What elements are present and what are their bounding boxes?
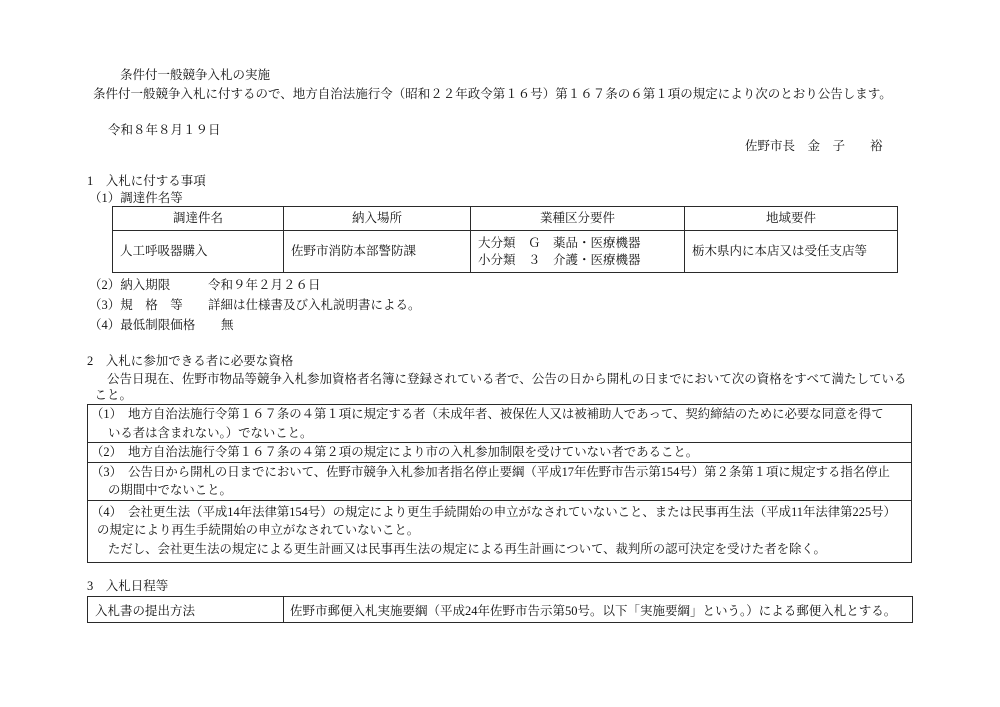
schedule-table	[87, 596, 913, 623]
category-line: 大分類 Ｇ 薬品・医療機器	[478, 235, 641, 250]
table-header-cell: 調達件名	[113, 207, 284, 231]
qualification-intro	[95, 371, 907, 403]
detail-label: （2）納入期限	[89, 278, 171, 292]
schedule-value-cell: 佐野市郵便入札実施要綱（平成24年佐野市告示第50号。以下「実施要綱」という。）による郵便入札とする。	[284, 597, 913, 623]
requirement-line: （1） 地方自治法施行令第１６７条の４第１項に規定する者（未成年者、被保佐人又は被補助人であって、契約締結のために必要な同意を得て	[91, 407, 884, 421]
detail-label: （3）規 格 等	[89, 298, 183, 312]
procurement-table	[112, 206, 898, 273]
detail-row	[89, 315, 421, 335]
table-header-cell: 納入場所	[284, 207, 471, 231]
category-cell	[471, 231, 685, 273]
notice-intro: 条件付一般競争入札に付するので、地方自治法施行令（昭和２２年政令第１６号）第１６７条の６第１項の規定により次のとおり公告します。	[93, 87, 892, 101]
table-row	[113, 231, 898, 273]
category-line: 小分類 ３ 介護・医療機器	[478, 252, 641, 267]
subsection-heading: （1）調達件名等	[89, 191, 183, 205]
detail-row	[89, 275, 421, 295]
procurement-details	[89, 275, 421, 335]
requirement-line: （4） 会社更生法（平成14年法律第154号）の規定により更生手続開始の申立がなされていないこと、または民事再生法（平成11年法律第225号）	[91, 504, 896, 519]
section-heading: 2 入札に参加できる者に必要な資格	[87, 354, 294, 368]
schedule-label-cell: 入札書の提出方法	[88, 597, 284, 623]
notice-title: 条件付一般競争入札の実施	[120, 68, 271, 82]
requirement-row	[88, 405, 911, 442]
detail-value: 無	[221, 318, 234, 332]
requirement-row	[88, 442, 911, 462]
paragraph-line: 公告日現在、佐野市物品等競争入札参加資格者名簿に登録されている者で、公告の日から開札の日までにおいて次の資格をすべて満たしている	[107, 372, 907, 386]
requirement-row	[88, 462, 911, 500]
table-row	[88, 597, 913, 623]
table-header-row	[113, 207, 898, 231]
section-heading: 3 入札日程等	[87, 579, 169, 593]
item-name-cell: 人工呼吸器購入	[113, 231, 284, 273]
requirement-line: （2） 地方自治法施行令第１６７条の４第２項の規定により市の入札参加制限を受けていない者であること。	[91, 445, 699, 459]
detail-row	[89, 295, 421, 315]
region-cell: 栃木県内に本店又は受任支店等	[685, 231, 898, 273]
detail-value: 詳細は仕様書及び入札説明書による。	[208, 298, 421, 312]
notice-date: 令和８年８月１９日	[108, 123, 221, 137]
requirement-line: （3） 公告日から開札の日までにおいて、佐野市競争入札参加者指名停止要綱（平成17年佐野市告示第154号）第２条第１項に規定する指名停止	[91, 464, 890, 479]
table-header-cell: 業種区分要件	[471, 207, 685, 231]
requirement-line: の期間中でないこと。	[108, 483, 232, 497]
table-header-cell: 地域要件	[685, 207, 898, 231]
delivery-place-cell: 佐野市消防本部警防課	[284, 231, 471, 273]
detail-label: （4）最低制限価格	[89, 318, 196, 332]
paragraph-line: こと。	[94, 388, 133, 402]
requirement-line: いる者は含まれない。）でないこと。	[108, 425, 313, 440]
qualification-box	[87, 404, 912, 563]
requirement-line: の規定により再生手続開始の申立がなされていないこと。	[97, 523, 420, 537]
section-heading: 1 入札に付する事項	[87, 174, 206, 188]
issuer-name: 佐野市長 金 子 裕	[745, 139, 883, 153]
requirement-row	[88, 500, 911, 563]
requirement-line: ただし、会社更生法の規定による更生計画又は民事再生法の規定による再生計画について、裁判所の認可決定を受けた者を除く。	[108, 541, 826, 556]
detail-value: 令和９年２月２６日	[208, 278, 321, 292]
